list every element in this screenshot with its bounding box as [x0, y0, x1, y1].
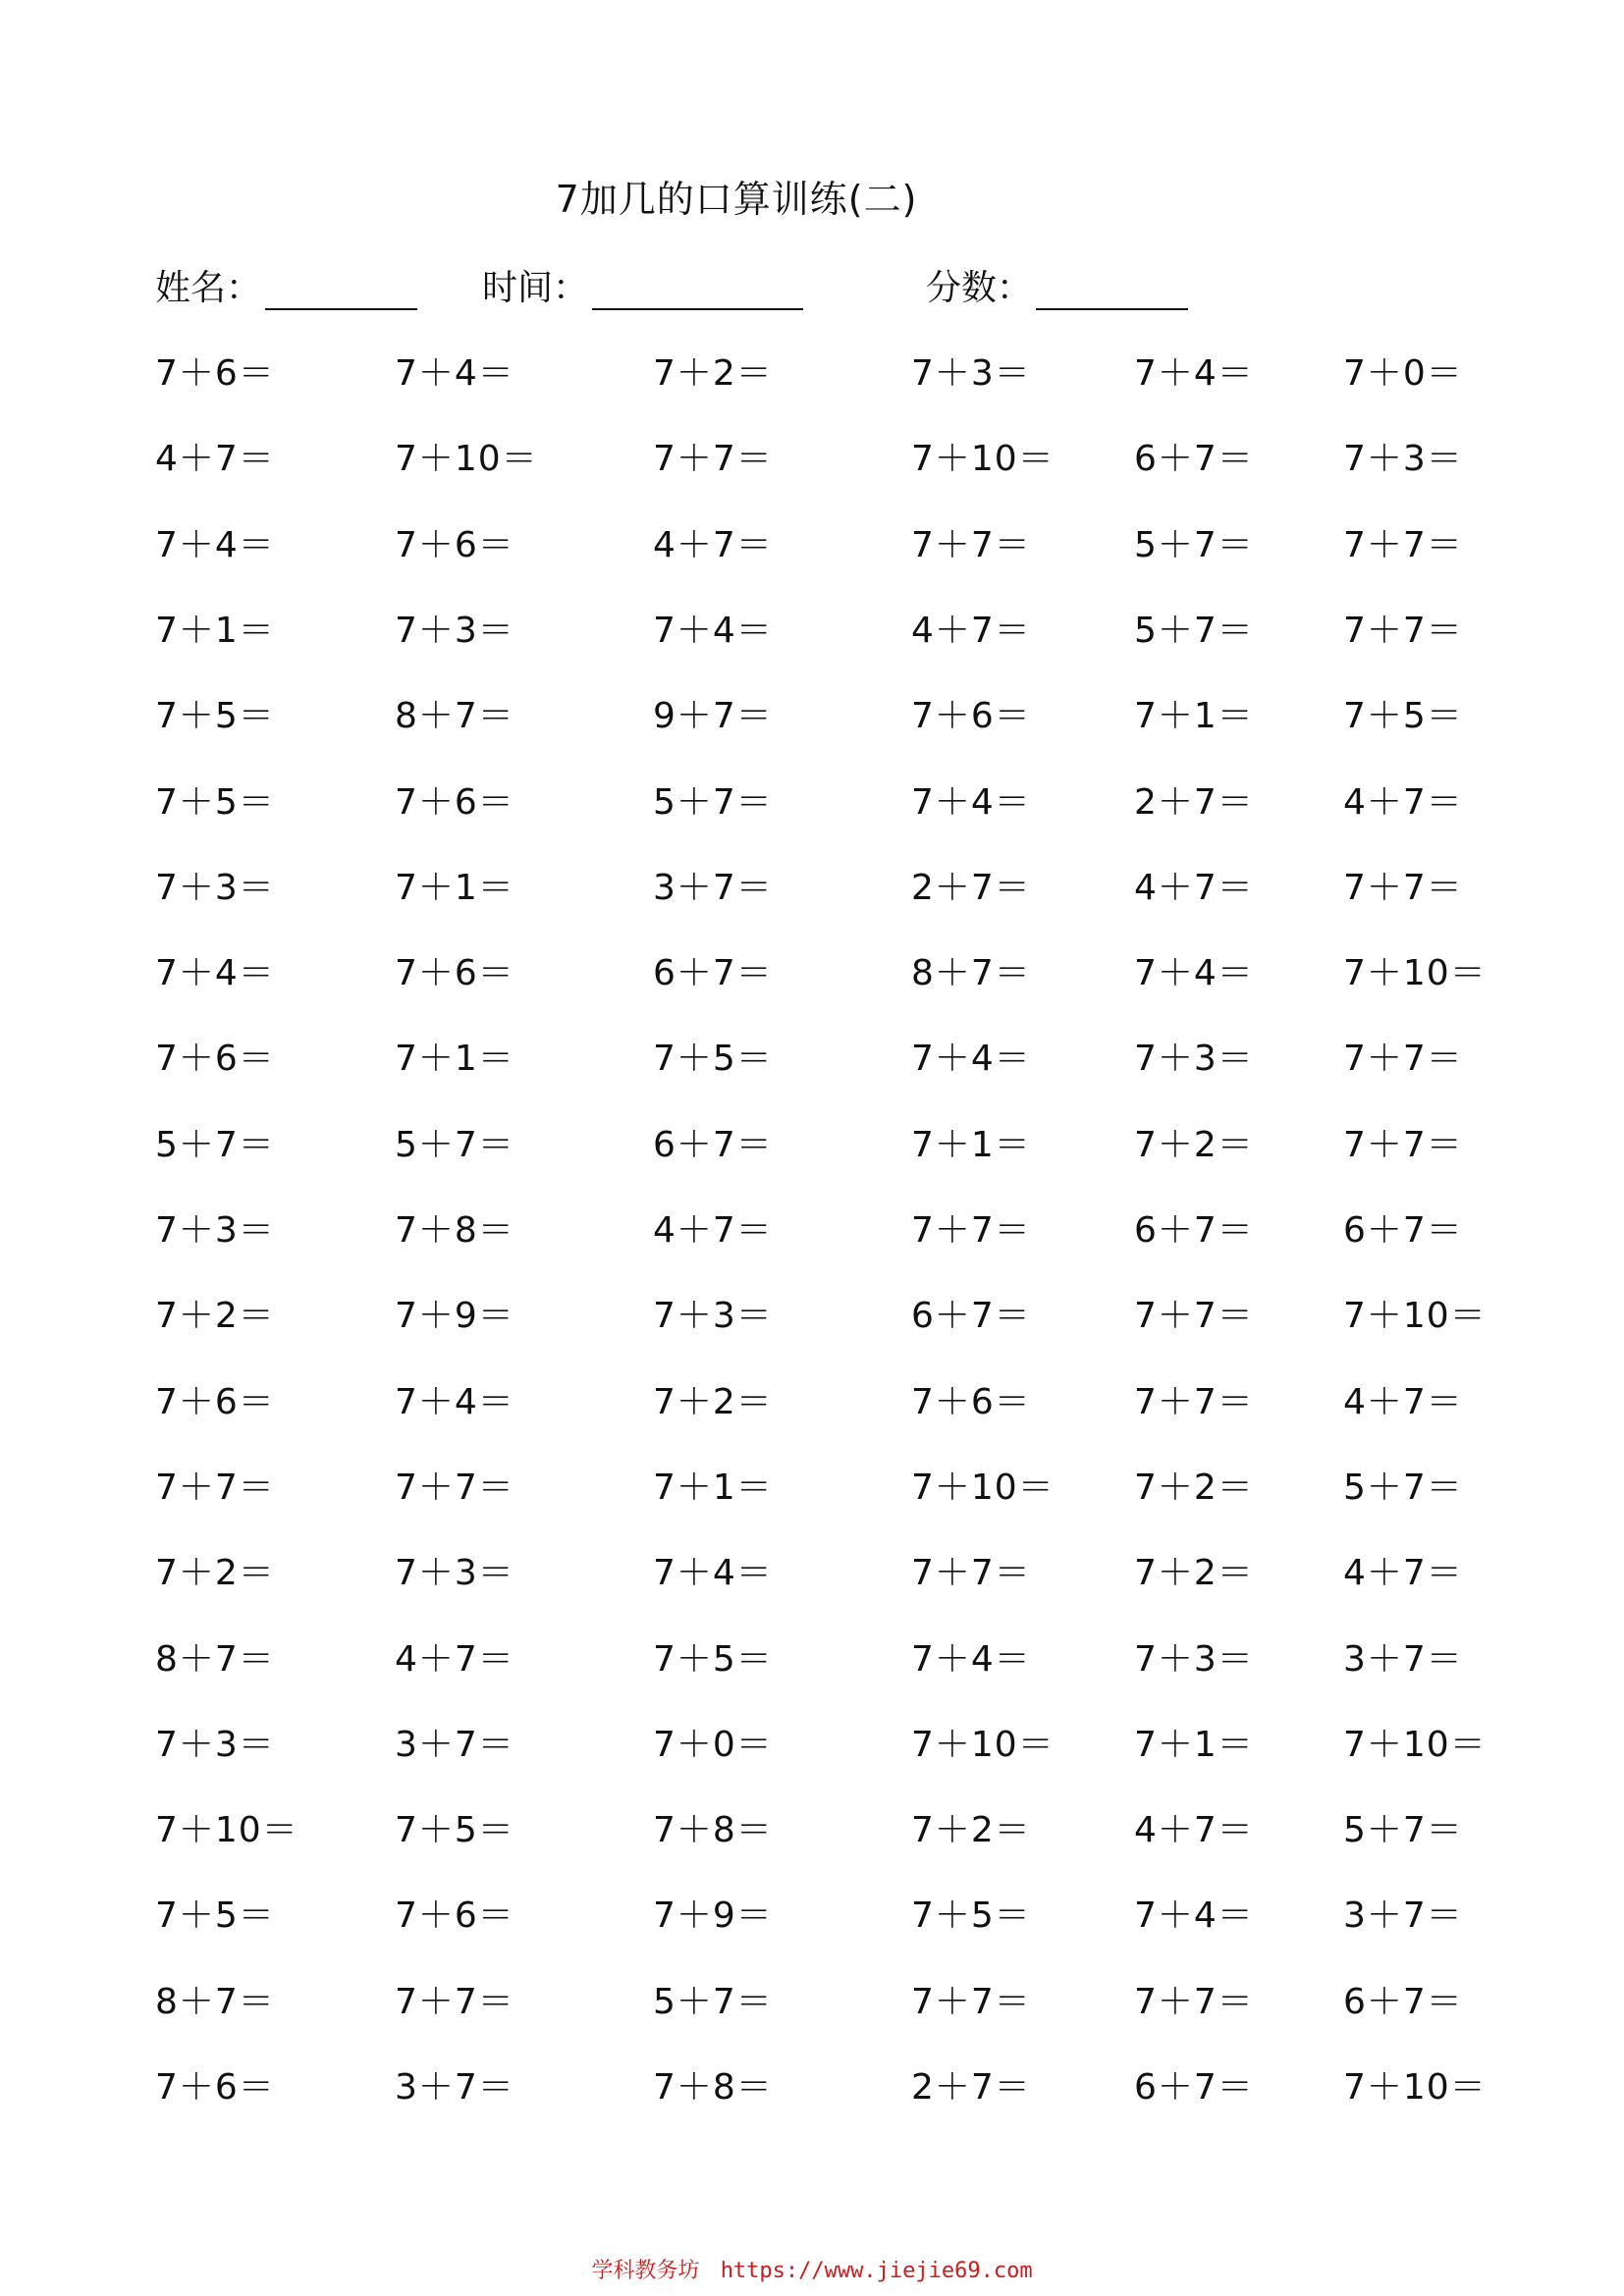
problem-item: 7＋9＝: [653, 1896, 773, 1936]
problem-item: 7＋3＝: [155, 868, 275, 908]
problem-item: 2＋7＝: [911, 2067, 1031, 2108]
problem-item: 7＋1＝: [1134, 696, 1254, 736]
problem-item: 7＋10＝: [911, 1468, 1055, 1508]
problem-item: 7＋3＝: [911, 353, 1031, 394]
problem-item: 7＋7＝: [911, 1210, 1031, 1251]
problem-item: 5＋7＝: [155, 1125, 275, 1165]
name-field: [155, 260, 417, 310]
problem-item: 7＋7＝: [1134, 1296, 1254, 1336]
problem-item: 6＋7＝: [1134, 2067, 1254, 2108]
problem-item: 5＋7＝: [653, 1982, 773, 2022]
problem-item: 7＋4＝: [395, 1382, 514, 1422]
problem-item: 8＋7＝: [155, 1639, 275, 1680]
problem-row: [0, 860, 1624, 919]
problem-item: 2＋7＝: [911, 868, 1031, 908]
problem-item: 7＋6＝: [155, 1039, 275, 1079]
problem-row: [0, 1717, 1624, 1776]
problem-item: 7＋2＝: [1134, 1468, 1254, 1508]
problem-item: 4＋7＝: [155, 439, 275, 479]
problem-item: 7＋3＝: [1134, 1639, 1254, 1680]
problem-item: 5＋7＝: [1343, 1468, 1463, 1508]
problem-item: 7＋4＝: [155, 953, 275, 993]
problem-item: 7＋5＝: [911, 1896, 1031, 1936]
problem-item: 4＋7＝: [1343, 1553, 1463, 1593]
problem-item: 7＋4＝: [911, 782, 1031, 823]
problem-item: 4＋7＝: [911, 611, 1031, 651]
time-field: [482, 260, 803, 310]
problem-row: [0, 1460, 1624, 1519]
problem-item: 7＋5＝: [1343, 696, 1463, 736]
problem-item: 7＋3＝: [395, 611, 514, 651]
problem-item: 7＋3＝: [395, 1553, 514, 1593]
problem-item: 4＋7＝: [1134, 1810, 1254, 1850]
problem-item: 7＋6＝: [395, 525, 514, 565]
problem-item: 3＋7＝: [395, 2067, 514, 2108]
problem-item: 7＋6＝: [395, 782, 514, 823]
problem-item: 7＋9＝: [395, 1296, 514, 1336]
problem-item: 7＋4＝: [1134, 353, 1254, 394]
problem-item: 7＋4＝: [653, 611, 773, 651]
problem-item: 7＋2＝: [1134, 1125, 1254, 1165]
problem-item: 7＋1＝: [911, 1125, 1031, 1165]
problem-item: 7＋6＝: [911, 696, 1031, 736]
problem-item: 7＋6＝: [155, 2067, 275, 2108]
problem-item: 3＋7＝: [653, 868, 773, 908]
problem-item: 6＋7＝: [1343, 1982, 1463, 2022]
problem-item: 7＋10＝: [911, 1725, 1055, 1765]
problem-item: 7＋10＝: [1343, 1725, 1487, 1765]
problem-item: 7＋4＝: [1134, 1896, 1254, 1936]
footer-watermark: [0, 2254, 1624, 2284]
time-blank: [592, 269, 803, 310]
problem-item: 7＋1＝: [155, 611, 275, 651]
problem-item: 5＋7＝: [1134, 525, 1254, 565]
problem-row: [0, 1117, 1624, 1176]
problem-item: 7＋7＝: [395, 1982, 514, 2022]
problem-row: [0, 1888, 1624, 1947]
problem-item: 7＋10＝: [1343, 2067, 1487, 2108]
problem-row: [0, 1545, 1624, 1604]
problem-item: 8＋7＝: [395, 696, 514, 736]
problem-item: 7＋4＝: [653, 1553, 773, 1593]
problem-item: 7＋7＝: [911, 1553, 1031, 1593]
problem-row: [0, 1031, 1624, 1090]
score-label: 分数：: [926, 268, 1033, 308]
problem-item: 6＋7＝: [911, 1296, 1031, 1336]
problem-row: [0, 2059, 1624, 2118]
problem-item: 7＋7＝: [653, 439, 773, 479]
problem-item: 4＋7＝: [1343, 1382, 1463, 1422]
problem-row: [0, 774, 1624, 833]
problem-item: 7＋5＝: [653, 1639, 773, 1680]
problem-item: 7＋2＝: [653, 1382, 773, 1422]
problem-row: [0, 1631, 1624, 1690]
time-label: 时间：: [482, 268, 589, 308]
problem-item: 7＋4＝: [395, 353, 514, 394]
problem-item: 7＋1＝: [1134, 1725, 1254, 1765]
problem-item: 7＋2＝: [911, 1810, 1031, 1850]
problem-item: 7＋7＝: [155, 1468, 275, 1508]
problem-item: 4＋7＝: [653, 525, 773, 565]
problem-item: 7＋6＝: [911, 1382, 1031, 1422]
problem-item: 7＋5＝: [155, 1896, 275, 1936]
problem-item: 7＋3＝: [155, 1725, 275, 1765]
page-title: 7加几的口算训练(二): [555, 178, 918, 221]
problem-item: 7＋7＝: [395, 1468, 514, 1508]
problem-item: 7＋6＝: [395, 953, 514, 993]
problem-item: 7＋3＝: [1134, 1039, 1254, 1079]
problem-item: 7＋6＝: [395, 1896, 514, 1936]
problem-row: [0, 1202, 1624, 1261]
problem-item: 7＋0＝: [1343, 353, 1463, 394]
problem-item: 6＋7＝: [1134, 439, 1254, 479]
problem-item: 5＋7＝: [395, 1125, 514, 1165]
problem-item: 8＋7＝: [155, 1982, 275, 2022]
problem-item: 7＋4＝: [911, 1639, 1031, 1680]
problem-item: 7＋10＝: [1343, 1296, 1487, 1336]
problem-item: 7＋3＝: [653, 1296, 773, 1336]
problem-item: 5＋7＝: [1343, 1810, 1463, 1850]
name-blank: [265, 269, 417, 310]
problem-row: [0, 1802, 1624, 1861]
problem-item: 7＋1＝: [395, 1039, 514, 1079]
problem-item: 6＋7＝: [653, 953, 773, 993]
problem-item: 7＋10＝: [395, 439, 538, 479]
footer-url: https://www.jiejie69.com: [720, 2259, 1033, 2283]
problem-item: 7＋4＝: [911, 1039, 1031, 1079]
problem-item: 7＋5＝: [395, 1810, 514, 1850]
score-blank: [1036, 269, 1188, 310]
problem-item: 2＋7＝: [1134, 782, 1254, 823]
problem-item: 7＋7＝: [1343, 868, 1463, 908]
problem-item: 7＋7＝: [1343, 1039, 1463, 1079]
problem-item: 7＋4＝: [155, 525, 275, 565]
problem-item: 8＋7＝: [911, 953, 1031, 993]
problem-item: 7＋7＝: [1343, 525, 1463, 565]
problem-item: 3＋7＝: [395, 1725, 514, 1765]
problem-item: 7＋6＝: [155, 353, 275, 394]
problem-item: 7＋10＝: [1343, 953, 1487, 993]
problem-item: 5＋7＝: [1134, 611, 1254, 651]
problem-item: 7＋5＝: [653, 1039, 773, 1079]
problem-row: [0, 688, 1624, 747]
problem-item: 4＋7＝: [1134, 868, 1254, 908]
score-field: [926, 260, 1188, 310]
problem-item: 7＋6＝: [155, 1382, 275, 1422]
problem-item: 7＋2＝: [1134, 1553, 1254, 1593]
problem-row: [0, 1374, 1624, 1433]
problem-item: 7＋7＝: [1134, 1982, 1254, 2022]
problem-row: [0, 431, 1624, 490]
problem-row: [0, 603, 1624, 662]
problem-item: 4＋7＝: [653, 1210, 773, 1251]
problem-item: 7＋7＝: [1134, 1382, 1254, 1422]
problem-item: 7＋7＝: [1343, 611, 1463, 651]
problem-item: 4＋7＝: [1343, 782, 1463, 823]
problem-item: 7＋5＝: [155, 696, 275, 736]
problem-item: 7＋8＝: [653, 1810, 773, 1850]
problem-item: 6＋7＝: [653, 1125, 773, 1165]
problem-item: 7＋7＝: [911, 1982, 1031, 2022]
problem-item: 7＋3＝: [1343, 439, 1463, 479]
name-label: 姓名：: [155, 268, 262, 308]
problem-item: 7＋5＝: [155, 782, 275, 823]
problem-item: 7＋0＝: [653, 1725, 773, 1765]
problem-item: 7＋2＝: [155, 1296, 275, 1336]
problem-row: [0, 1288, 1624, 1347]
problem-item: 7＋2＝: [155, 1553, 275, 1593]
problem-item: 7＋3＝: [155, 1210, 275, 1251]
problem-item: 7＋8＝: [395, 1210, 514, 1251]
problem-item: 5＋7＝: [653, 782, 773, 823]
problem-item: 9＋7＝: [653, 696, 773, 736]
problem-item: 7＋8＝: [653, 2067, 773, 2108]
problem-item: 6＋7＝: [1343, 1210, 1463, 1251]
problem-row: [0, 1974, 1624, 2033]
problem-item: 7＋4＝: [1134, 953, 1254, 993]
problem-row: [0, 517, 1624, 576]
problem-item: 7＋2＝: [653, 353, 773, 394]
problem-item: 7＋10＝: [911, 439, 1055, 479]
problem-item: 6＋7＝: [1134, 1210, 1254, 1251]
problem-item: 3＋7＝: [1343, 1896, 1463, 1936]
problem-item: 7＋1＝: [395, 868, 514, 908]
footer-site-name: 学科教务坊: [591, 2259, 700, 2283]
problem-item: 7＋1＝: [653, 1468, 773, 1508]
problem-item: 3＋7＝: [1343, 1639, 1463, 1680]
problem-item: 7＋7＝: [911, 525, 1031, 565]
problem-row: [0, 945, 1624, 1004]
problem-item: 4＋7＝: [395, 1639, 514, 1680]
problem-row: [0, 346, 1624, 404]
problem-item: 7＋7＝: [1343, 1125, 1463, 1165]
problem-item: 7＋10＝: [155, 1810, 298, 1850]
